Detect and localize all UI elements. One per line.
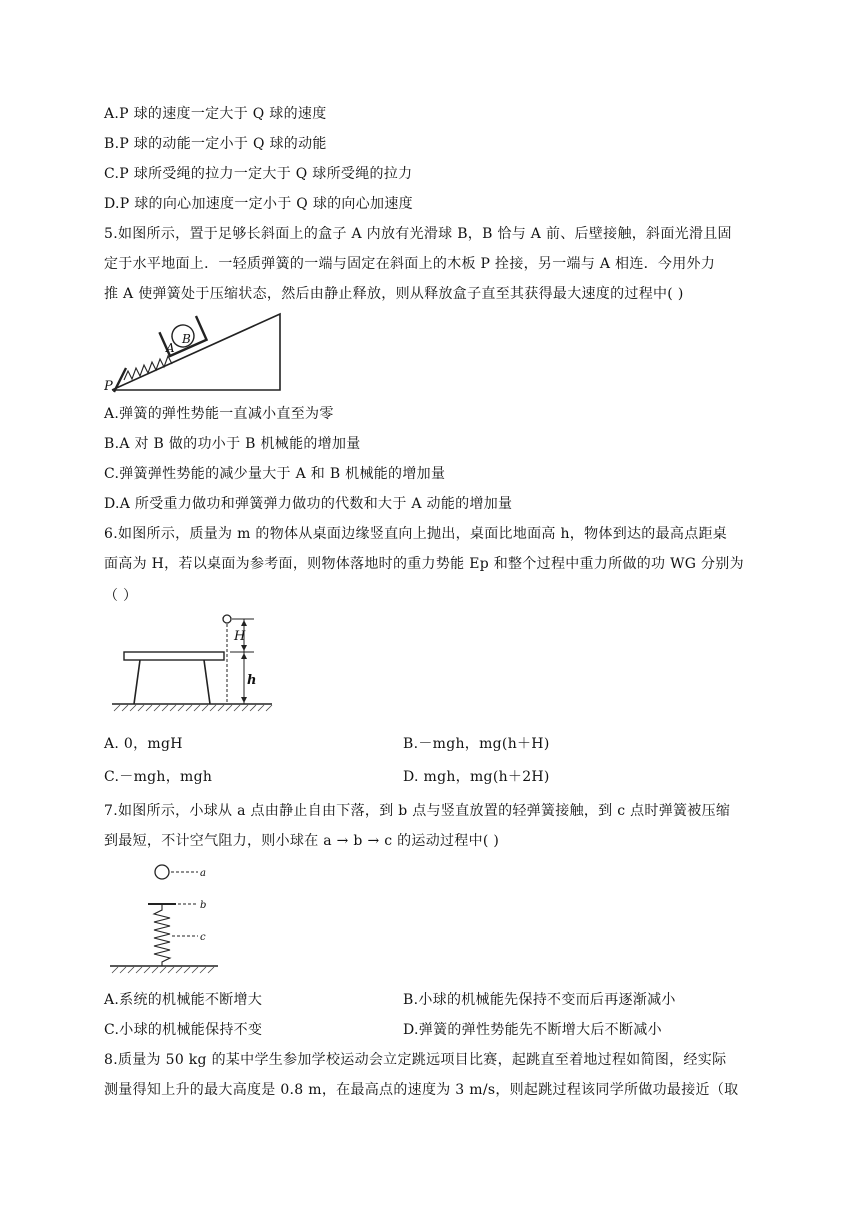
point-a-label: a (200, 868, 206, 879)
q6-option-c: C.－mgh，mgh (104, 769, 213, 785)
q6-stem-line-1: 6.如图所示，质量为 m 的物体从桌面边缘竖直向上抛出，桌面比地面高 h，物体到达的最高点距桌 (104, 526, 728, 542)
q5-option-a: A.弹簧的弹性势能一直减小直至为零 (104, 406, 334, 422)
ball-label: B (182, 332, 191, 346)
q7-option-a: A.系统的机械能不断增大 (104, 992, 263, 1008)
board-label: P (104, 379, 113, 394)
q5-stem-line-3: 推 A 使弹簧处于压缩状态，然后由静止释放，则从释放盒子直至其获得最大速度的过程中( ) (104, 286, 684, 302)
point-b-label: b (200, 900, 207, 911)
q5-stem-line-2: 定于水平地面上．一轻质弹簧的一端与固定在斜面上的木板 P 拴接，另一端与 A 相连．今用外力 (104, 256, 716, 272)
q6-option-a: A. 0，mgH (104, 736, 183, 752)
q4-option-a: A.P 球的速度一定大于 Q 球的速度 (104, 106, 327, 122)
q8-stem-line-1: 8.质量为 50 kg 的某中学生参加学校运动会立定跳远项目比赛，起跳直至着地过程如简图，经实际 (104, 1052, 727, 1068)
box-label: A (166, 341, 175, 355)
q7-option-c: C.小球的机械能保持不变 (104, 1022, 263, 1038)
q6-option-d: D. mgh，mg(h＋2H) (403, 769, 550, 785)
q5-option-b: B.A 对 B 做的功小于 B 机械能的增加量 (104, 436, 361, 452)
point-c-label: c (200, 932, 206, 943)
q5-option-c: C.弹簧弹性势能的减少量大于 A 和 B 机械能的增加量 (104, 466, 446, 482)
falling-ball-spring-figure (106, 858, 226, 978)
q6-stem-line-2: 面高为 H，若以桌面为参考面，则物体落地时的重力势能 Ep 和整个过程中重力所做的功 WG 分别为 (104, 556, 744, 572)
height-H-label: H (234, 629, 246, 644)
q6-option-b: B.－mgh，mg(h＋H) (403, 736, 550, 752)
q4-option-c: C.P 球所受绳的拉力一定大于 Q 球所受绳的拉力 (104, 166, 413, 182)
q8-stem-line-2: 测量得知上升的最大高度是 0.8 m，在最高点的速度为 3 m/s，则起跳过程该同学所做功最接近（取 (104, 1082, 739, 1098)
q7-stem-line-1: 7.如图所示，小球从 a 点由静止自由下落，到 b 点与竖直放置的轻弹簧接触，到 c 点时弹簧被压缩 (104, 803, 731, 819)
q7-stem-line-2: 到最短，不计空气阻力，则小球在 a → b → c 的运动过程中( ) (104, 833, 500, 849)
q5-stem-line-1: 5.如图所示，置于足够长斜面上的盒子 A 内放有光滑球 B，B 恰与 A 前、后壁接触，斜面光滑且固 (104, 226, 732, 242)
incline-box-spring-figure (104, 310, 294, 398)
q5-option-d: D.A 所受重力做功和弹簧弹力做功的代数和大于 A 动能的增加量 (104, 496, 513, 512)
height-h-label: h (247, 673, 257, 688)
q4-option-b: B.P 球的动能一定小于 Q 球的动能 (104, 136, 327, 152)
q7-option-b: B.小球的机械能先保持不变而后再逐渐减小 (403, 992, 676, 1008)
table-projectile-figure (108, 612, 278, 714)
q4-option-d: D.P 球的向心加速度一定小于 Q 球的向心加速度 (104, 196, 413, 212)
q7-option-d: D.弹簧的弹性势能先不断增大后不断减小 (403, 1022, 662, 1038)
q6-stem-line-3: （ ） (104, 588, 138, 604)
